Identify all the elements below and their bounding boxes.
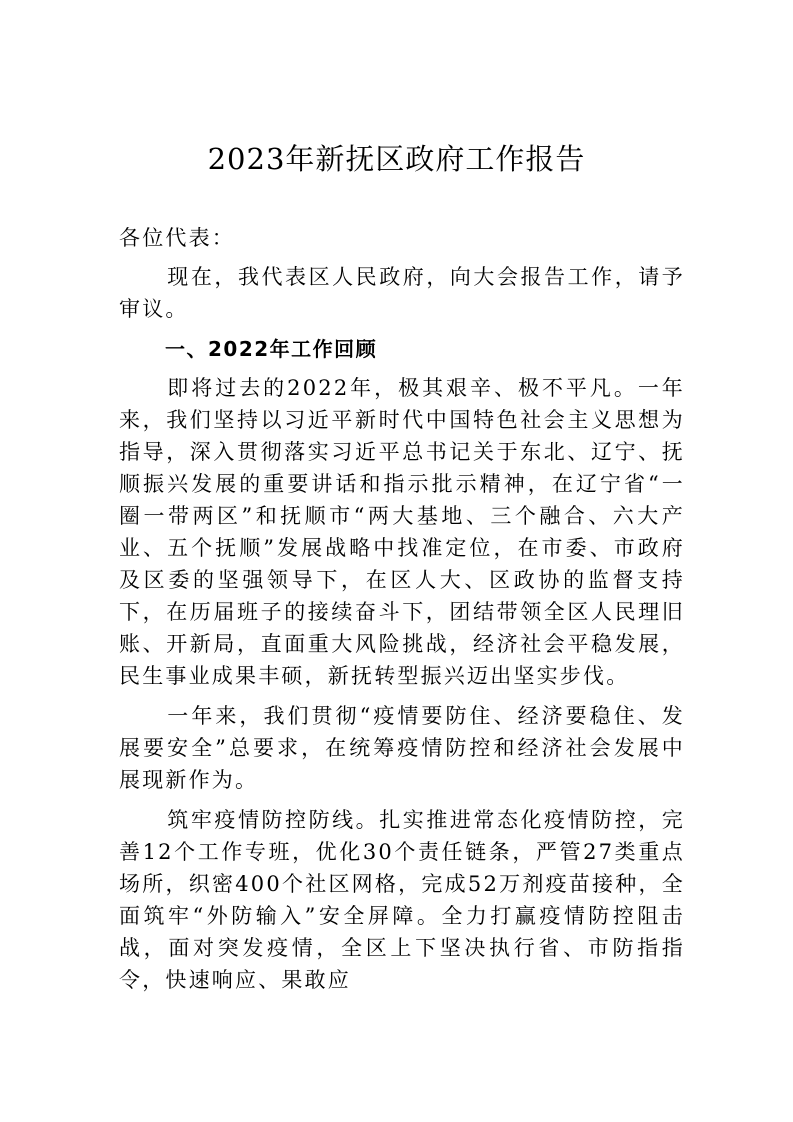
paragraph: 即将过去的2022年，极其艰辛、极不平凡。一年来，我们坚持以习近平新时代中国特色社会主义思想为指导，深入贯彻落实习近平总书记关于东北、辽宁、抚顺振兴发展的重要讲话和指示批示精神，在辽宁省“一圈一带两区”和抚顺市“两大基地、三个融合、六大产业、五个抚顺”发展战略中找准定位，在市委、市政府及区委的坚强领导下，在区人大、区政协的监督支持下，在历届班子的接续奋斗下，团结带领全区人民理旧账、开新局，直面重大风险挑战，经济社会平稳发展，民生事业成果丰硕，新抚转型振兴迈出坚实步伐。 xyxy=(119,376,685,688)
salutation: 各位代表： xyxy=(119,226,235,250)
paragraph: 一年来，我们贯彻“疫情要防住、经济要稳住、发展要安全”总要求，在统筹疫情防控和经济社会发展中展现新作为。 xyxy=(119,704,685,792)
document-body xyxy=(119,222,685,1004)
intro-paragraph: 现在，我代表区人民政府，向大会报告工作，请予审议。 xyxy=(119,265,685,321)
paragraph: 筑牢疫情防控防线。扎实推进常态化疫情防控，完善12个工作专班，优化30个责任链条，严管27类重点场所，织密400个社区网格，完成52万剂疫苗接种，全面筑牢“外防输入”安全屏障。全力打赢疫情防控阻击战，面对突发疫情，全区上下坚决执行省、市防指指令，快速响应、果敢应 xyxy=(119,808,685,992)
section-heading: 一、2022年工作回顾 xyxy=(165,337,378,361)
page-title: 2023年新抚区政府工作报告 xyxy=(207,142,586,176)
